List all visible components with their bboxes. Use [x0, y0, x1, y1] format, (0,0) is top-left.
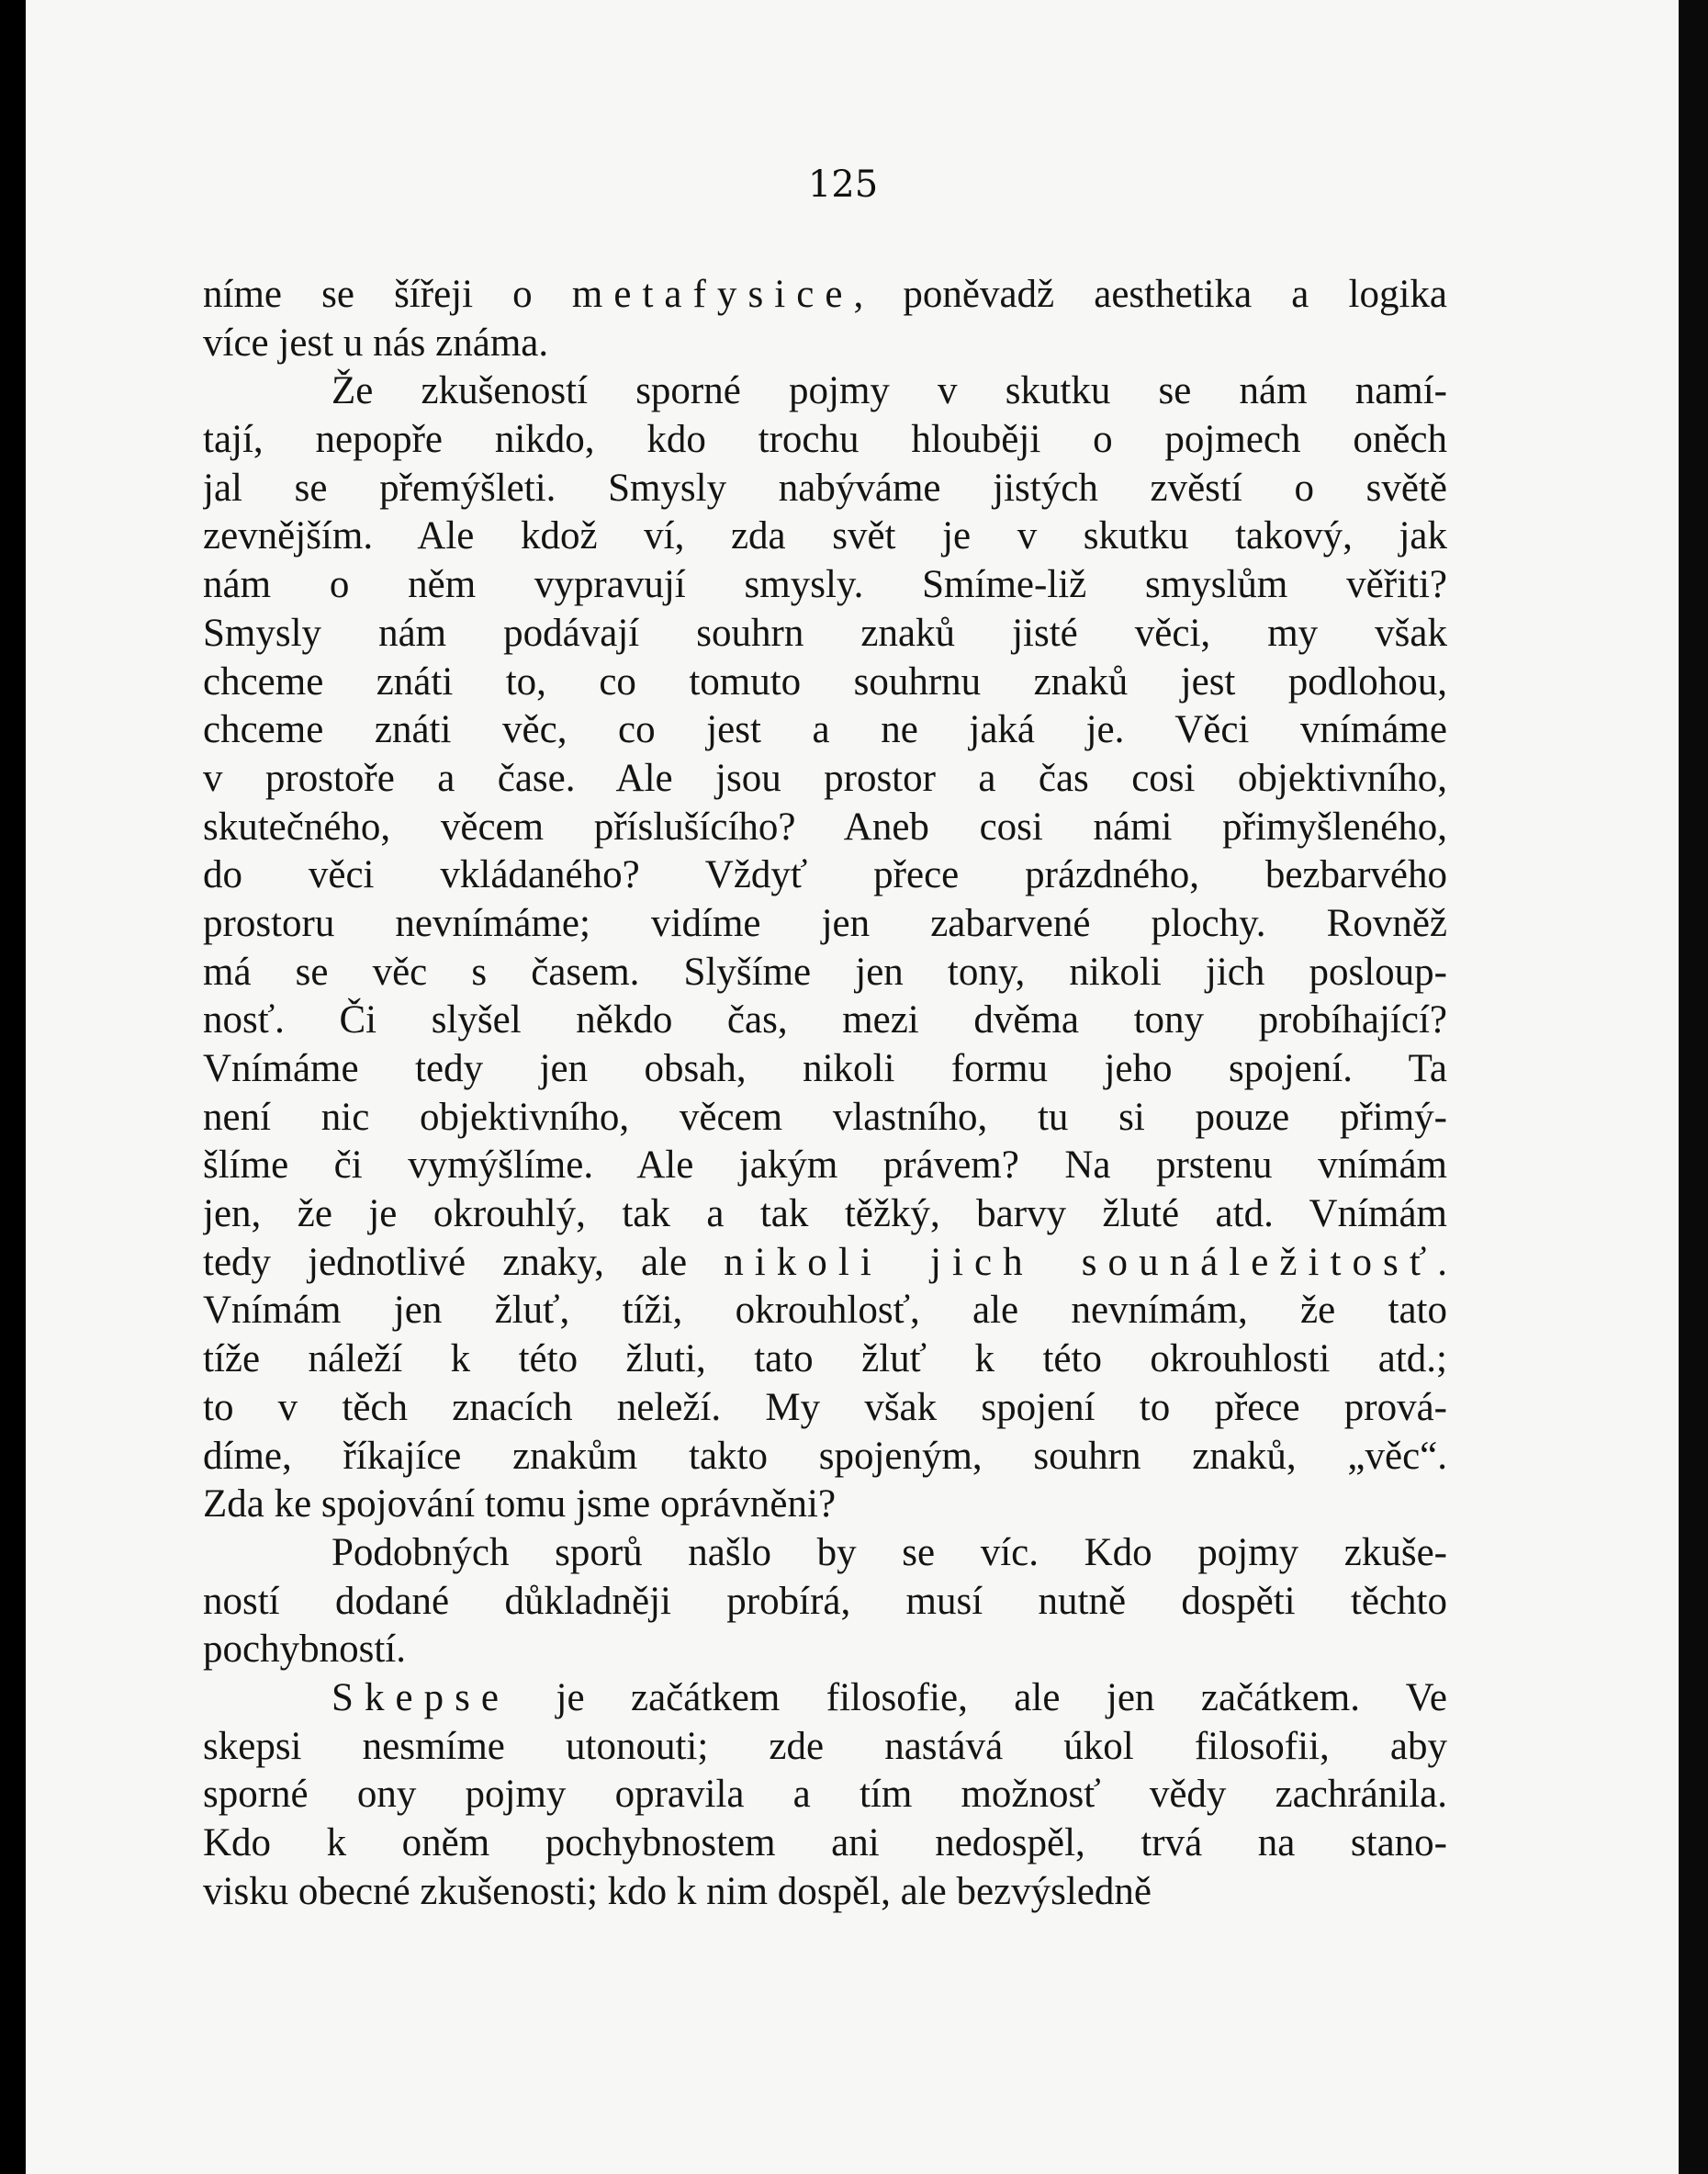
text-line	[203, 416, 1447, 465]
text-line	[203, 949, 1447, 997]
paragraph	[203, 271, 1447, 367]
spaced-emphasis: nikoli jich sounáležitosť	[724, 1240, 1438, 1284]
spaced-emphasis: Skepse	[331, 1675, 511, 1719]
text-run: Kdo k oněm pochybnostem ani nedospěl, trvá na stano-	[203, 1821, 1447, 1864]
text-run: jal se přemýšleti. Smysly nabýváme jistých zvěstí o světě	[203, 466, 1447, 510]
text-line	[203, 1723, 1447, 1772]
text-run: , poněvadž aesthetika a logika	[853, 273, 1447, 316]
text-line	[203, 1626, 1447, 1674]
text-run: zevnějším. Ale kdož ví, zda svět je v skutku takový, jak	[203, 514, 1447, 558]
text-line	[203, 1529, 1447, 1578]
text-run: tíže náleží k této žluti, tato žluť k této okrouhlosti atd.;	[203, 1337, 1447, 1381]
text-line	[203, 1481, 1447, 1529]
text-line	[203, 1190, 1447, 1239]
text-run: tají, nepopře nikdo, kdo trochu hlouběji o pojmech oněch	[203, 418, 1447, 462]
text-run: ností dodané důkladněji probírá, musí nutně dospěti těchto	[203, 1579, 1447, 1623]
text-run: Podobných sporů našlo by se víc. Kdo pojmy zkuše-	[331, 1530, 1447, 1574]
text-line	[203, 900, 1447, 949]
text-run: sporné ony pojmy opravila a tím možnosť vědy zachránila.	[203, 1773, 1447, 1817]
text-line	[203, 561, 1447, 610]
text-run: díme, říkajíce znakům takto spojeným, souhrn znaků, „věc“.	[203, 1434, 1447, 1478]
text-run: nám o něm vypravují smysly. Smíme-liž smyslům věřiti?	[203, 563, 1447, 607]
text-run: pochybností.	[203, 1628, 406, 1672]
body-text	[203, 271, 1447, 1916]
text-run: visku obecné zkušenosti; kdo k nim dospěl, ale bezvýsledně	[203, 1869, 1152, 1913]
text-line	[203, 1045, 1447, 1094]
text-line	[203, 706, 1447, 755]
text-line	[203, 1335, 1447, 1384]
text-run: šlíme či vymýšlíme. Ale jakým právem? Na prstenu vnímám	[203, 1143, 1447, 1188]
text-run: nosť. Či slyšel někdo čas, mezi dvěma tony probíhající?	[203, 998, 1447, 1042]
text-line	[203, 1868, 1447, 1917]
text-run: v prostoře a čase. Ale jsou prostor a čas cosi objektivního,	[203, 756, 1447, 800]
page-number: 125	[807, 163, 879, 206]
text-run: Že zkušeností sporné pojmy v skutku se nám namí-	[331, 369, 1447, 413]
text-line	[203, 271, 1447, 320]
text-run: Vnímáme tedy jen obsah, nikoli formu jeho spojení. Ta	[203, 1047, 1447, 1090]
text-run: .	[1437, 1240, 1447, 1284]
text-run: Vnímám jen žluť, tíži, okrouhlosť, ale nevnímám, že tato	[203, 1289, 1447, 1333]
text-run: je začátkem filosofie, ale jen začátkem. Ve	[510, 1675, 1447, 1719]
text-line	[203, 1433, 1447, 1481]
text-line	[203, 610, 1447, 659]
paragraph	[203, 367, 1447, 1529]
text-run: níme se šířeji o	[203, 273, 572, 316]
text-line	[203, 804, 1447, 852]
text-line	[203, 1819, 1447, 1868]
text-line	[203, 997, 1447, 1045]
paragraph	[203, 1529, 1447, 1674]
text-run: do věci vkládaného? Vždyť přece prázdného, bezbarvého	[203, 853, 1447, 897]
text-line	[203, 513, 1447, 561]
text-line	[203, 1771, 1447, 1819]
text-line	[203, 320, 1447, 368]
text-line	[203, 1094, 1447, 1143]
text-line	[203, 851, 1447, 900]
text-run: Zda ke spojování tomu jsme oprávněni?	[203, 1482, 837, 1526]
text-run: skepsi nesmíme utonouti; zde nastává úkol filosofii, aby	[203, 1724, 1447, 1768]
text-run: má se věc s časem. Slyšíme jen tony, nikoli jich posloup-	[203, 950, 1447, 994]
spaced-emphasis: metafysice	[571, 273, 854, 316]
book-page	[26, 0, 1679, 2174]
text-line	[203, 1674, 1447, 1723]
text-line	[203, 1142, 1447, 1190]
text-run: skutečného, věcem příslušícího? Aneb cosi námi přimyšleného,	[203, 805, 1447, 849]
text-run: jen, že je okrouhlý, tak a tak těžký, barvy žluté atd. Vnímám	[203, 1192, 1447, 1236]
text-run: více jest u nás známa.	[203, 321, 549, 365]
text-line	[203, 1287, 1447, 1335]
text-line	[203, 1384, 1447, 1433]
text-line	[203, 465, 1447, 513]
text-line	[203, 1239, 1447, 1288]
text-run: není nic objektivního, věcem vlastního, tu si pouze přimý-	[203, 1095, 1447, 1139]
scan-border	[1679, 0, 1708, 2174]
text-run: prostoru nevnímáme; vidíme jen zabarvené plochy. Rovněž	[203, 901, 1447, 945]
text-run: to v těch znacích neleží. My však spojení to přece prová-	[203, 1385, 1447, 1429]
text-line	[203, 755, 1447, 804]
text-run: chceme znáti věc, co jest a ne jaká je. Věci vnímáme	[203, 708, 1447, 752]
text-run: Smysly nám podávají souhrn znaků jisté věci, my však	[203, 611, 1447, 655]
text-line	[203, 367, 1447, 416]
text-run: tedy jednotlivé znaky, ale	[203, 1240, 725, 1284]
paragraph	[203, 1674, 1447, 1916]
text-run: chceme znáti to, co tomuto souhrnu znaků jest podlohou,	[203, 659, 1447, 704]
text-line	[203, 1578, 1447, 1627]
text-line	[203, 659, 1447, 707]
